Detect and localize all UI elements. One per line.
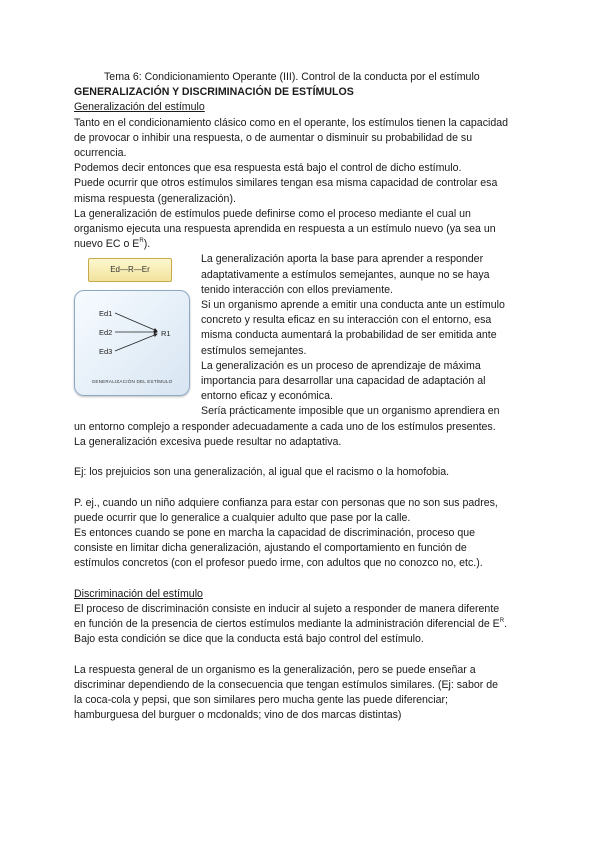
paragraph-line: estímulos semejantes.: [201, 344, 307, 357]
figure-arrow-ed3: [115, 334, 157, 351]
paragraph-line: Sería prácticamente imposible que un organismo aprendiera en: [201, 405, 500, 418]
document-page: [74, 70, 530, 724]
line-text: nuevo EC o E: [74, 238, 140, 251]
paragraph-line: tenido interacción con ellos previamente.: [201, 283, 393, 296]
paragraph-line: de provocar o inhibir una respuesta, o de aumentar o disminuir su probabilidad de su: [74, 131, 473, 144]
paragraph-line: entorno eficaz y económica.: [201, 390, 333, 403]
paragraph-line: importancia para desarrollar una capacidad de adaptación al: [201, 375, 486, 388]
figure-text-block: [74, 252, 530, 419]
paragraph-line: [74, 237, 530, 252]
paragraph-line: La respuesta general de un organismo es la generalización, pero se puede enseñar a: [74, 663, 476, 676]
figure-ed3-label: Ed3: [99, 347, 113, 357]
blank-line: [74, 648, 530, 663]
section-heading-discrimination: Discriminación del estímulo: [74, 587, 203, 600]
paragraph-line: puede ocurrir que lo generalice a cualquier adulto que pase por la calle.: [74, 511, 411, 524]
figure-ed1-label: Ed1: [99, 309, 113, 319]
blank-line: [74, 480, 530, 495]
document-title: GENERALIZACIÓN Y DISCRIMINACIÓN DE ESTÍMULOS: [74, 86, 354, 99]
superscript: R: [139, 238, 144, 245]
line-text: en función de la presencia de ciertos estímulos mediante la administración diferencial de E: [74, 618, 500, 631]
figure-arrow-ed1: [115, 313, 157, 331]
blank-line: [74, 572, 530, 587]
paragraph-line: discriminar dependiendo de la consecuencia que tengan estímulos similares. (Ej: sabor de: [74, 679, 498, 692]
figure-diagram-box: [74, 290, 190, 396]
figure-top-label: Ed—R—Er: [88, 258, 172, 282]
paragraph-line: La generalización es un proceso de aprendizaje de máxima: [201, 359, 481, 372]
example-prejudice: Ej: los prejuicios son una generalización, al igual que el racismo o la homofobia.: [74, 466, 450, 479]
figure-r1-label: R1: [161, 329, 171, 339]
paragraph-line: la coca-cola y pepsi, que son similares pero mucha gente las puede diferenciar;: [74, 694, 448, 707]
paragraph-line: [74, 617, 530, 632]
paragraph-line: ocurrencia.: [74, 147, 127, 160]
line-text: .: [504, 618, 508, 631]
paragraph-line: Puede ocurrir que otros estímulos similares tengan esa misma capacidad de controlar esa: [74, 177, 498, 190]
paragraph-line: adaptativamente a estímulos semejantes, aunque no se haya: [201, 268, 490, 281]
superscript: R: [499, 618, 505, 625]
paragraph-line: Es entonces cuando se pone en marcha la capacidad de discriminación, proceso que: [74, 527, 476, 540]
paragraph-line: La generalización de estímulos puede definirse como el proceso mediante el cual un: [74, 207, 471, 220]
paragraph-line: un entorno complejo a responder adecuadamente a cada uno de los estímulos presentes.: [74, 420, 496, 433]
paragraph-line: concreto y resulta eficaz en su interacción con el entorno, esa: [201, 314, 492, 327]
section-heading-generalization: Generalización del estímulo: [74, 101, 205, 114]
paragraph-line: Podemos decir entonces que esa respuesta está bajo el control de dicho estímulo.: [74, 162, 462, 175]
paragraph-line: La generalización excesiva puede resultar no adaptativa.: [74, 435, 342, 448]
paragraph-line: P. ej., cuando un niño adquiere confianza para estar con personas que no son sus padres,: [74, 496, 498, 509]
line-text: ).: [143, 238, 151, 251]
paragraph-line: Bajo esta condición se dice que la conducta está bajo control del estímulo.: [74, 633, 424, 646]
paragraph-line: misma conducta aumentará la probabilidad de ser emitida ante: [201, 329, 497, 342]
paragraph-line: organismo ejecuta una respuesta aprendida en respuesta a un estímulo nuevo (ya sea un: [74, 223, 496, 236]
wrapped-text: [201, 252, 530, 419]
blank-line: [74, 450, 530, 465]
figure-ed2-label: Ed2: [99, 328, 113, 338]
paragraph-line: La generalización aporta la base para aprender a responder: [201, 253, 484, 266]
paragraph-line: hamburguesa del burguer o mcdonalds; vino de dos marcas distintas): [74, 709, 402, 722]
paragraph-line: El proceso de discriminación consiste en inducir al sujeto a responder de manera diferente: [74, 603, 500, 616]
figure-caption: GENERALIZACIÓN DEL ESTÍMULO: [91, 379, 173, 385]
paragraph-line: estímulos concretos (con el profesor puedo irme, con adultos que no conozco no, etc.).: [74, 557, 483, 570]
document-header: Tema 6: Condicionamiento Operante (III). Control de la conducta por el estímulo: [104, 71, 480, 83]
paragraph-line: Si un organismo aprende a emitir una conducta ante un estímulo: [201, 299, 505, 312]
paragraph-line: Tanto en el condicionamiento clásico como en el operante, los estímulos tienen la capacidad: [74, 116, 509, 129]
paragraph-line: consiste en limitar dicha generalización, ajustando el comportamiento en función de: [74, 542, 467, 555]
paragraph-line: misma respuesta (generalización).: [74, 192, 236, 205]
generalization-figure: [74, 258, 190, 394]
